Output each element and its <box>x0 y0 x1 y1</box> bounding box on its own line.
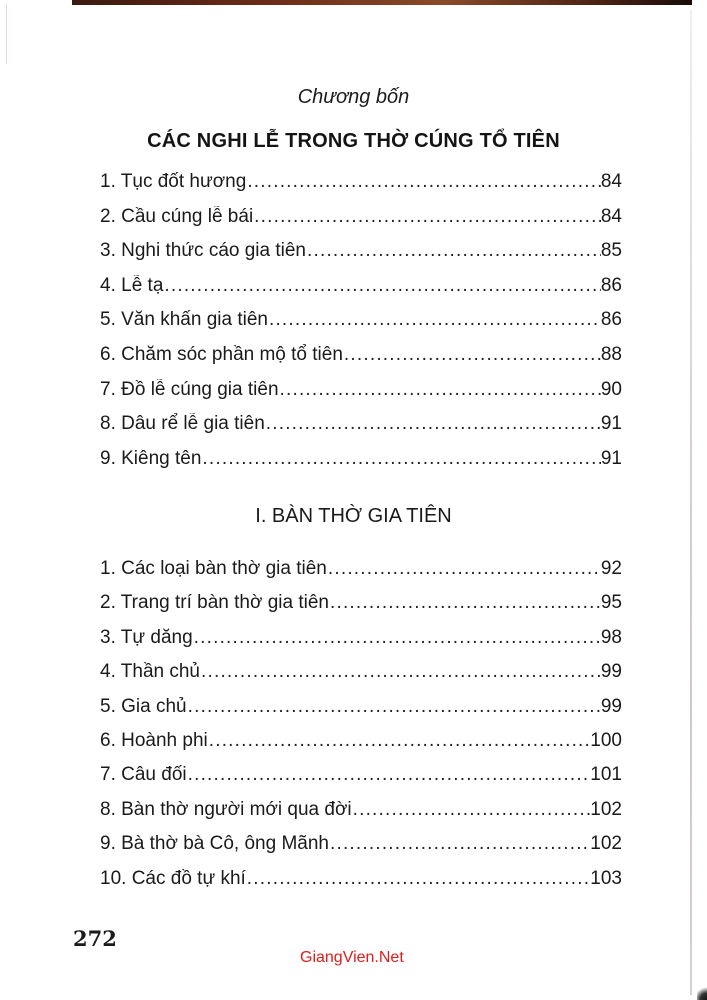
toc-entry-title: 9. Kiêng tên <box>100 447 202 469</box>
toc-entry-title: 9. Bà thờ bà Cô, ông Mãnh <box>100 833 329 855</box>
toc-entry[interactable] <box>100 696 622 730</box>
dot-leader <box>353 799 591 821</box>
toc-entry-title: 1. Các loại bàn thờ gia tiên <box>100 558 327 579</box>
dot-leader <box>269 309 601 331</box>
toc-entry-title: 8. Dâu rể lễ gia tiên <box>100 413 265 435</box>
toc-entry-page: 85 <box>600 240 622 262</box>
toc-entry-title: 6. Hoành phi <box>100 729 208 751</box>
toc-entry-page: 90 <box>600 378 622 400</box>
page-number: 272 <box>73 926 117 951</box>
toc-entry-page: 99 <box>600 695 622 717</box>
dot-leader <box>330 592 601 614</box>
toc-entry[interactable] <box>100 171 622 206</box>
toc-entry-page: 86 <box>600 274 622 296</box>
toc-entry[interactable] <box>100 206 622 241</box>
dot-leader <box>254 206 601 228</box>
toc-entry[interactable] <box>100 627 622 661</box>
page-edge-left <box>6 4 7 64</box>
toc-entry-page: 99 <box>600 661 622 683</box>
toc-entry-title: 4. Thần chủ <box>100 661 201 683</box>
toc-entry[interactable] <box>100 661 622 695</box>
corner-shadow <box>697 986 707 1000</box>
toc-entry[interactable] <box>100 868 622 902</box>
dot-leader <box>164 275 600 297</box>
dot-leader <box>280 379 601 401</box>
toc-entry[interactable] <box>100 799 622 833</box>
book-cover-edge <box>72 0 692 5</box>
chapter-label: Chương bốn <box>297 86 410 108</box>
toc-entry[interactable] <box>100 309 622 344</box>
toc-entry-title: 4. Lễ tạ <box>100 274 164 296</box>
page-edge-right <box>690 10 692 995</box>
toc-entry-page: 86 <box>600 309 622 331</box>
dot-leader <box>201 661 601 683</box>
toc-entry-title: 3. Tự dăng <box>100 626 193 648</box>
toc-entry-page: 102 <box>590 833 622 855</box>
toc-entry-title: 5. Văn khấn gia tiên <box>100 309 268 331</box>
toc-entry-page: 103 <box>590 867 622 889</box>
dot-leader <box>247 868 591 890</box>
dot-leader <box>202 448 600 470</box>
toc-entry-title: 10. Các đồ tự khí <box>100 867 246 889</box>
chapter-title: CÁC NGHI LỄ TRONG THỜ CÚNG TỔ TIÊN <box>147 130 560 152</box>
toc-entry[interactable] <box>100 275 622 310</box>
dot-leader <box>266 413 601 435</box>
section-title: I. BÀN THỜ GIA TIÊN <box>255 505 452 527</box>
dot-leader <box>209 730 591 752</box>
toc-entry-title: 6. Chăm sóc phần mộ tổ tiên <box>100 343 343 365</box>
toc-entry[interactable] <box>100 344 622 379</box>
toc-entry[interactable] <box>100 240 622 275</box>
toc-entry[interactable] <box>100 448 622 483</box>
section-toc-list <box>100 558 622 902</box>
toc-entry[interactable] <box>100 558 622 592</box>
toc-entry[interactable] <box>100 764 622 798</box>
toc-entry-title: 1. Tục đốt hương <box>100 171 247 192</box>
dot-leader <box>194 627 601 649</box>
dot-leader <box>188 764 591 786</box>
toc-entry[interactable] <box>100 413 622 448</box>
toc-entry-page: 91 <box>600 447 622 469</box>
toc-entry-page: 101 <box>590 764 622 786</box>
toc-entry-title: 8. Bàn thờ người mới qua đời <box>100 798 352 820</box>
toc-entry[interactable] <box>100 730 622 764</box>
toc-entry-title: 3. Nghi thức cáo gia tiên <box>100 240 307 262</box>
toc-entry-title: 2. Cầu cúng lễ bái <box>100 205 254 227</box>
toc-entry[interactable] <box>100 592 622 626</box>
toc-entry-page: 88 <box>600 343 622 365</box>
toc-entry-page: 91 <box>600 413 622 435</box>
toc-entry-page: 92 <box>600 558 622 579</box>
toc-entry-title: 2. Trang trí bàn thờ gia tiên <box>100 592 329 614</box>
toc-entry[interactable] <box>100 833 622 867</box>
toc-entry-page: 95 <box>600 592 622 614</box>
toc-entry-title: 7. Câu đối <box>100 764 187 786</box>
toc-entry-page: 84 <box>600 205 622 227</box>
dot-leader <box>247 171 601 193</box>
toc-entry-title: 5. Gia chủ <box>100 695 187 717</box>
toc-entry[interactable] <box>100 379 622 414</box>
toc-entry-page: 102 <box>590 798 622 820</box>
toc-entry-page: 98 <box>600 626 622 648</box>
toc-entry-title: 7. Đồ lễ cúng gia tiên <box>100 378 279 400</box>
watermark-link[interactable]: GiangVien.Net <box>300 949 404 966</box>
toc-entry-page: 84 <box>600 171 622 192</box>
toc-entry-page: 100 <box>590 729 622 751</box>
dot-leader <box>330 833 590 855</box>
chapter-toc-list <box>100 171 622 482</box>
dot-leader <box>328 558 601 580</box>
dot-leader <box>307 240 601 262</box>
dot-leader <box>344 344 601 366</box>
dot-leader <box>188 696 601 718</box>
